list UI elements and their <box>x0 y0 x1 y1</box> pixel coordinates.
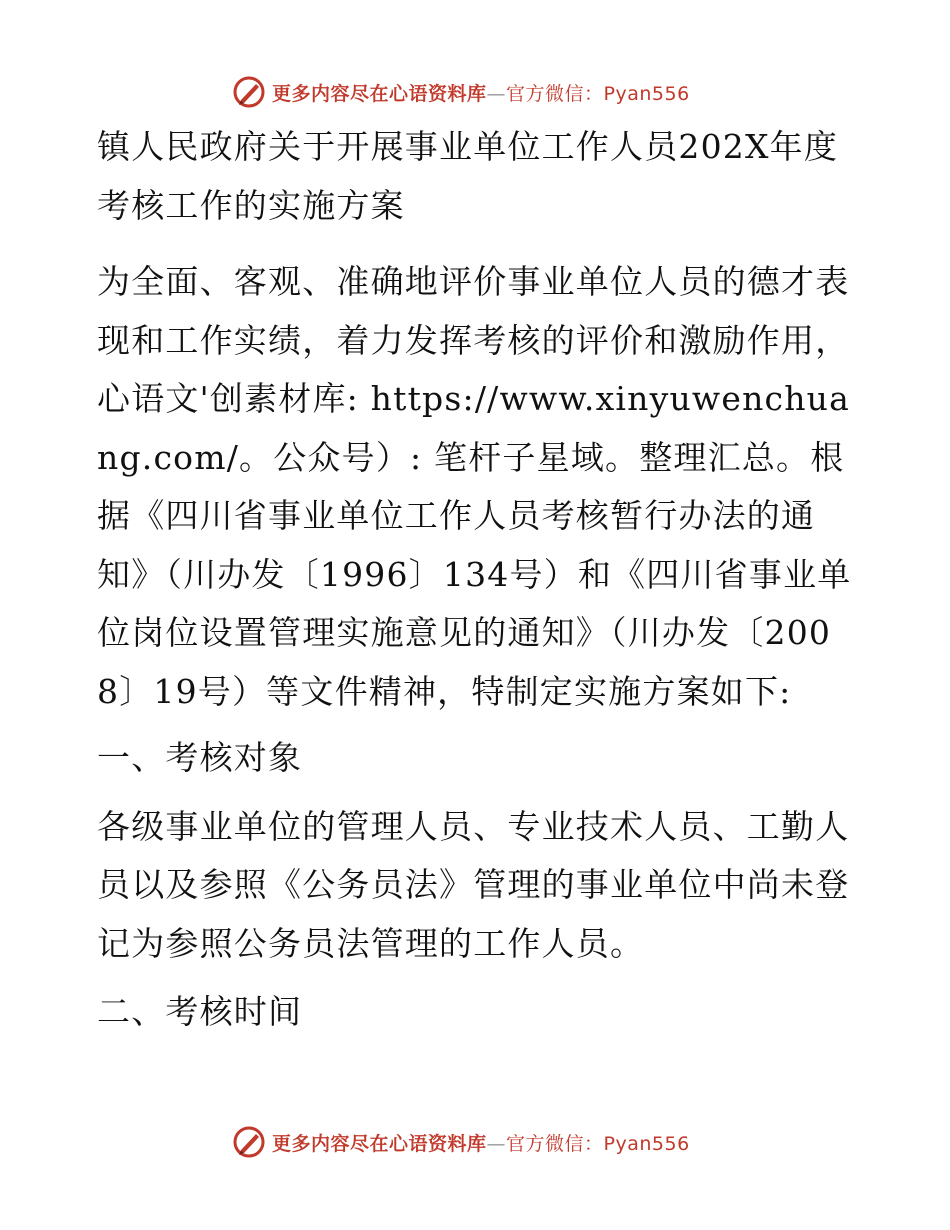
document-title: 镇人民政府关于开展事业单位工作人员202X年度考核工作的实施方案 <box>97 127 839 225</box>
pen-logo-icon <box>232 75 266 109</box>
document-body <box>97 118 867 1042</box>
watermark-banner-bottom <box>232 1122 752 1162</box>
watermark-text: 更多内容尽在心语资料库—官方微信：Pyan556 <box>272 82 690 105</box>
watermark-text: 更多内容尽在心语资料库—官方微信：Pyan556 <box>272 1132 690 1155</box>
intro-paragraph: 为全面、客观、准确地评价事业单位人员的德才表现和工作实绩，着力发挥考核的评价和激励作用，心语文'创素材库: https://www.xinyuwenchuang.com/。公众号）: 笔杆子星域。整理汇总。根据《四川省事业单位工作人员考核暂行办法的通知》（川办发〔1996〕134号）和《四川省事业单位岗位设置管理实施意见的通知》（川办发〔2008〕19号）等文件精神，特制定实施方案如下: <box>97 262 852 711</box>
watermark-banner-top <box>232 72 752 112</box>
section-heading-2: 二、考核时间 <box>97 992 303 1031</box>
section-paragraph-1: 各级事业单位的管理人员、专业技术人员、工勤人员以及参照《公务员法》管理的事业单位中尚未登记为参照公务员法管理的工作人员。 <box>97 806 850 963</box>
section-heading-1: 一、考核对象 <box>97 738 303 777</box>
pen-logo-icon <box>232 1125 266 1159</box>
